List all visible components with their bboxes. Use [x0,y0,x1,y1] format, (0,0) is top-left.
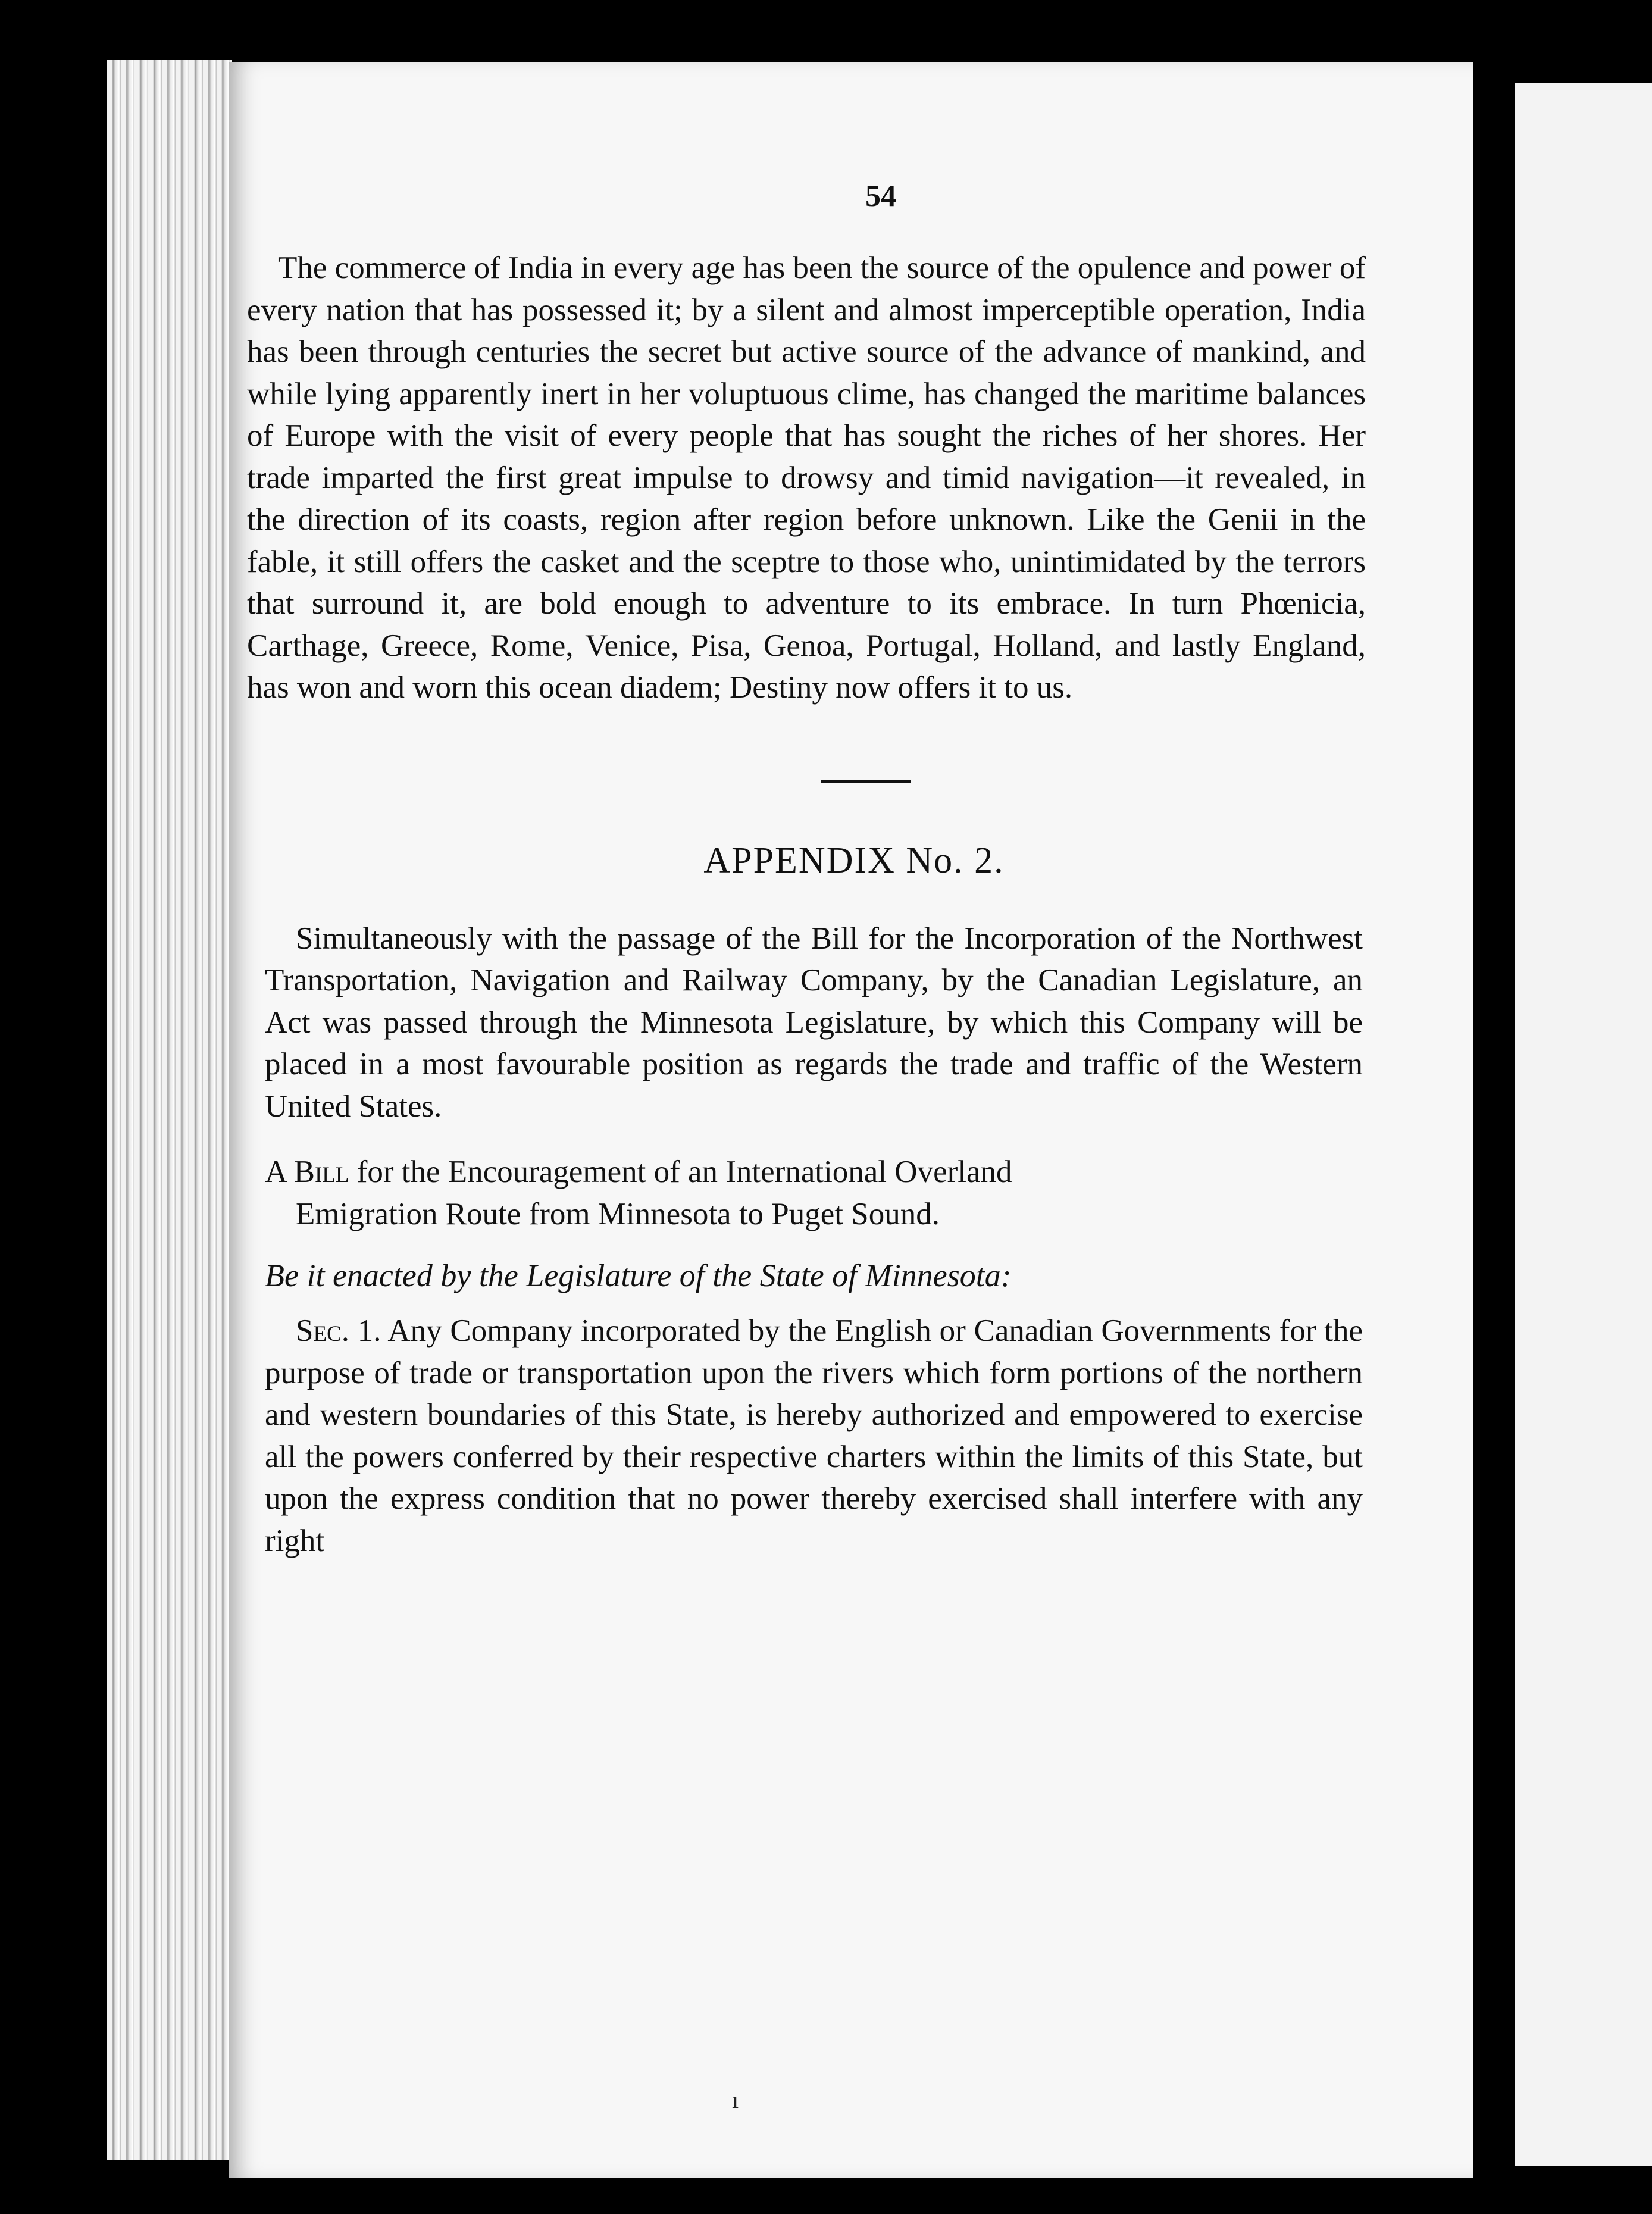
facing-page-edge [1515,83,1652,2166]
appendix-body [247,918,1363,1562]
section-label: Sec. 1. [296,1314,381,1348]
section-1 [265,1310,1363,1562]
bill-title-line2: Emigration Route from Minnesota to Puget Sound. [296,1196,940,1231]
page-number: 54 [865,179,896,213]
appendix-heading: APPENDIX No. 2. [703,840,1005,881]
enacting-clause: Be it enacted by the Legislature of the State of Minnesota: [265,1258,1012,1293]
footer-mark: ı [732,2087,739,2113]
section-1-text: Any Company incorporated by the English or Canadian Governments for the purpose of trade or transportation upon the rivers which form portions of the northern and western boundaries of this State, is hereby authorized and empowered to exercise all the powers conferred by their respective charters within the limits of this State, but upon the express condition that no power thereby exercised shall interfere with any right [265,1314,1363,1558]
appendix-paragraph: Simultaneously with the passage of the Bill for the Incorporation of the Northwest Transportation, Navigation and Railway Company, by the Canadian Legislature, an Act was passed through the Minnesota Legislature, by which this Company will be placed in a most favourable position as regards the trade and traffic of the Western United States. [265,921,1363,1124]
intro-paragraph: The commerce of India in every age has been the source of the opulence and power of every nation that has possessed it; by a silent and almost imperceptible operation, India has been through centuries the secret but active source of the advance of mankind, and while lying apparently inert in her voluptuous clime, has changed the maritime balances of Europe with the visit of every people that has sought the riches of her shores. Her trade imparted the first great impulse to drowsy and timid navigation—it revealed, in the direction of its coasts, region after region before unknown. Like the Genii in the fable, it still offers the casket and the sceptre to those who, unintimidated by the terrors that surround it, are bold enough to adventure to its embrace. In turn Phœnicia, Carthage, Greece, Rome, Venice, Pisa, Genoa, Portugal, Holland, and lastly England, has won and worn this ocean diadem; Destiny now offers it to us. [247,251,1366,705]
bill-word: A Bill [265,1155,349,1189]
page-edges [107,60,232,2160]
bill-title-rest: for the Encouragement of an International Overland [349,1155,1012,1189]
bill-title [265,1151,1363,1235]
section-divider [821,780,911,783]
page-content [247,179,1366,1562]
